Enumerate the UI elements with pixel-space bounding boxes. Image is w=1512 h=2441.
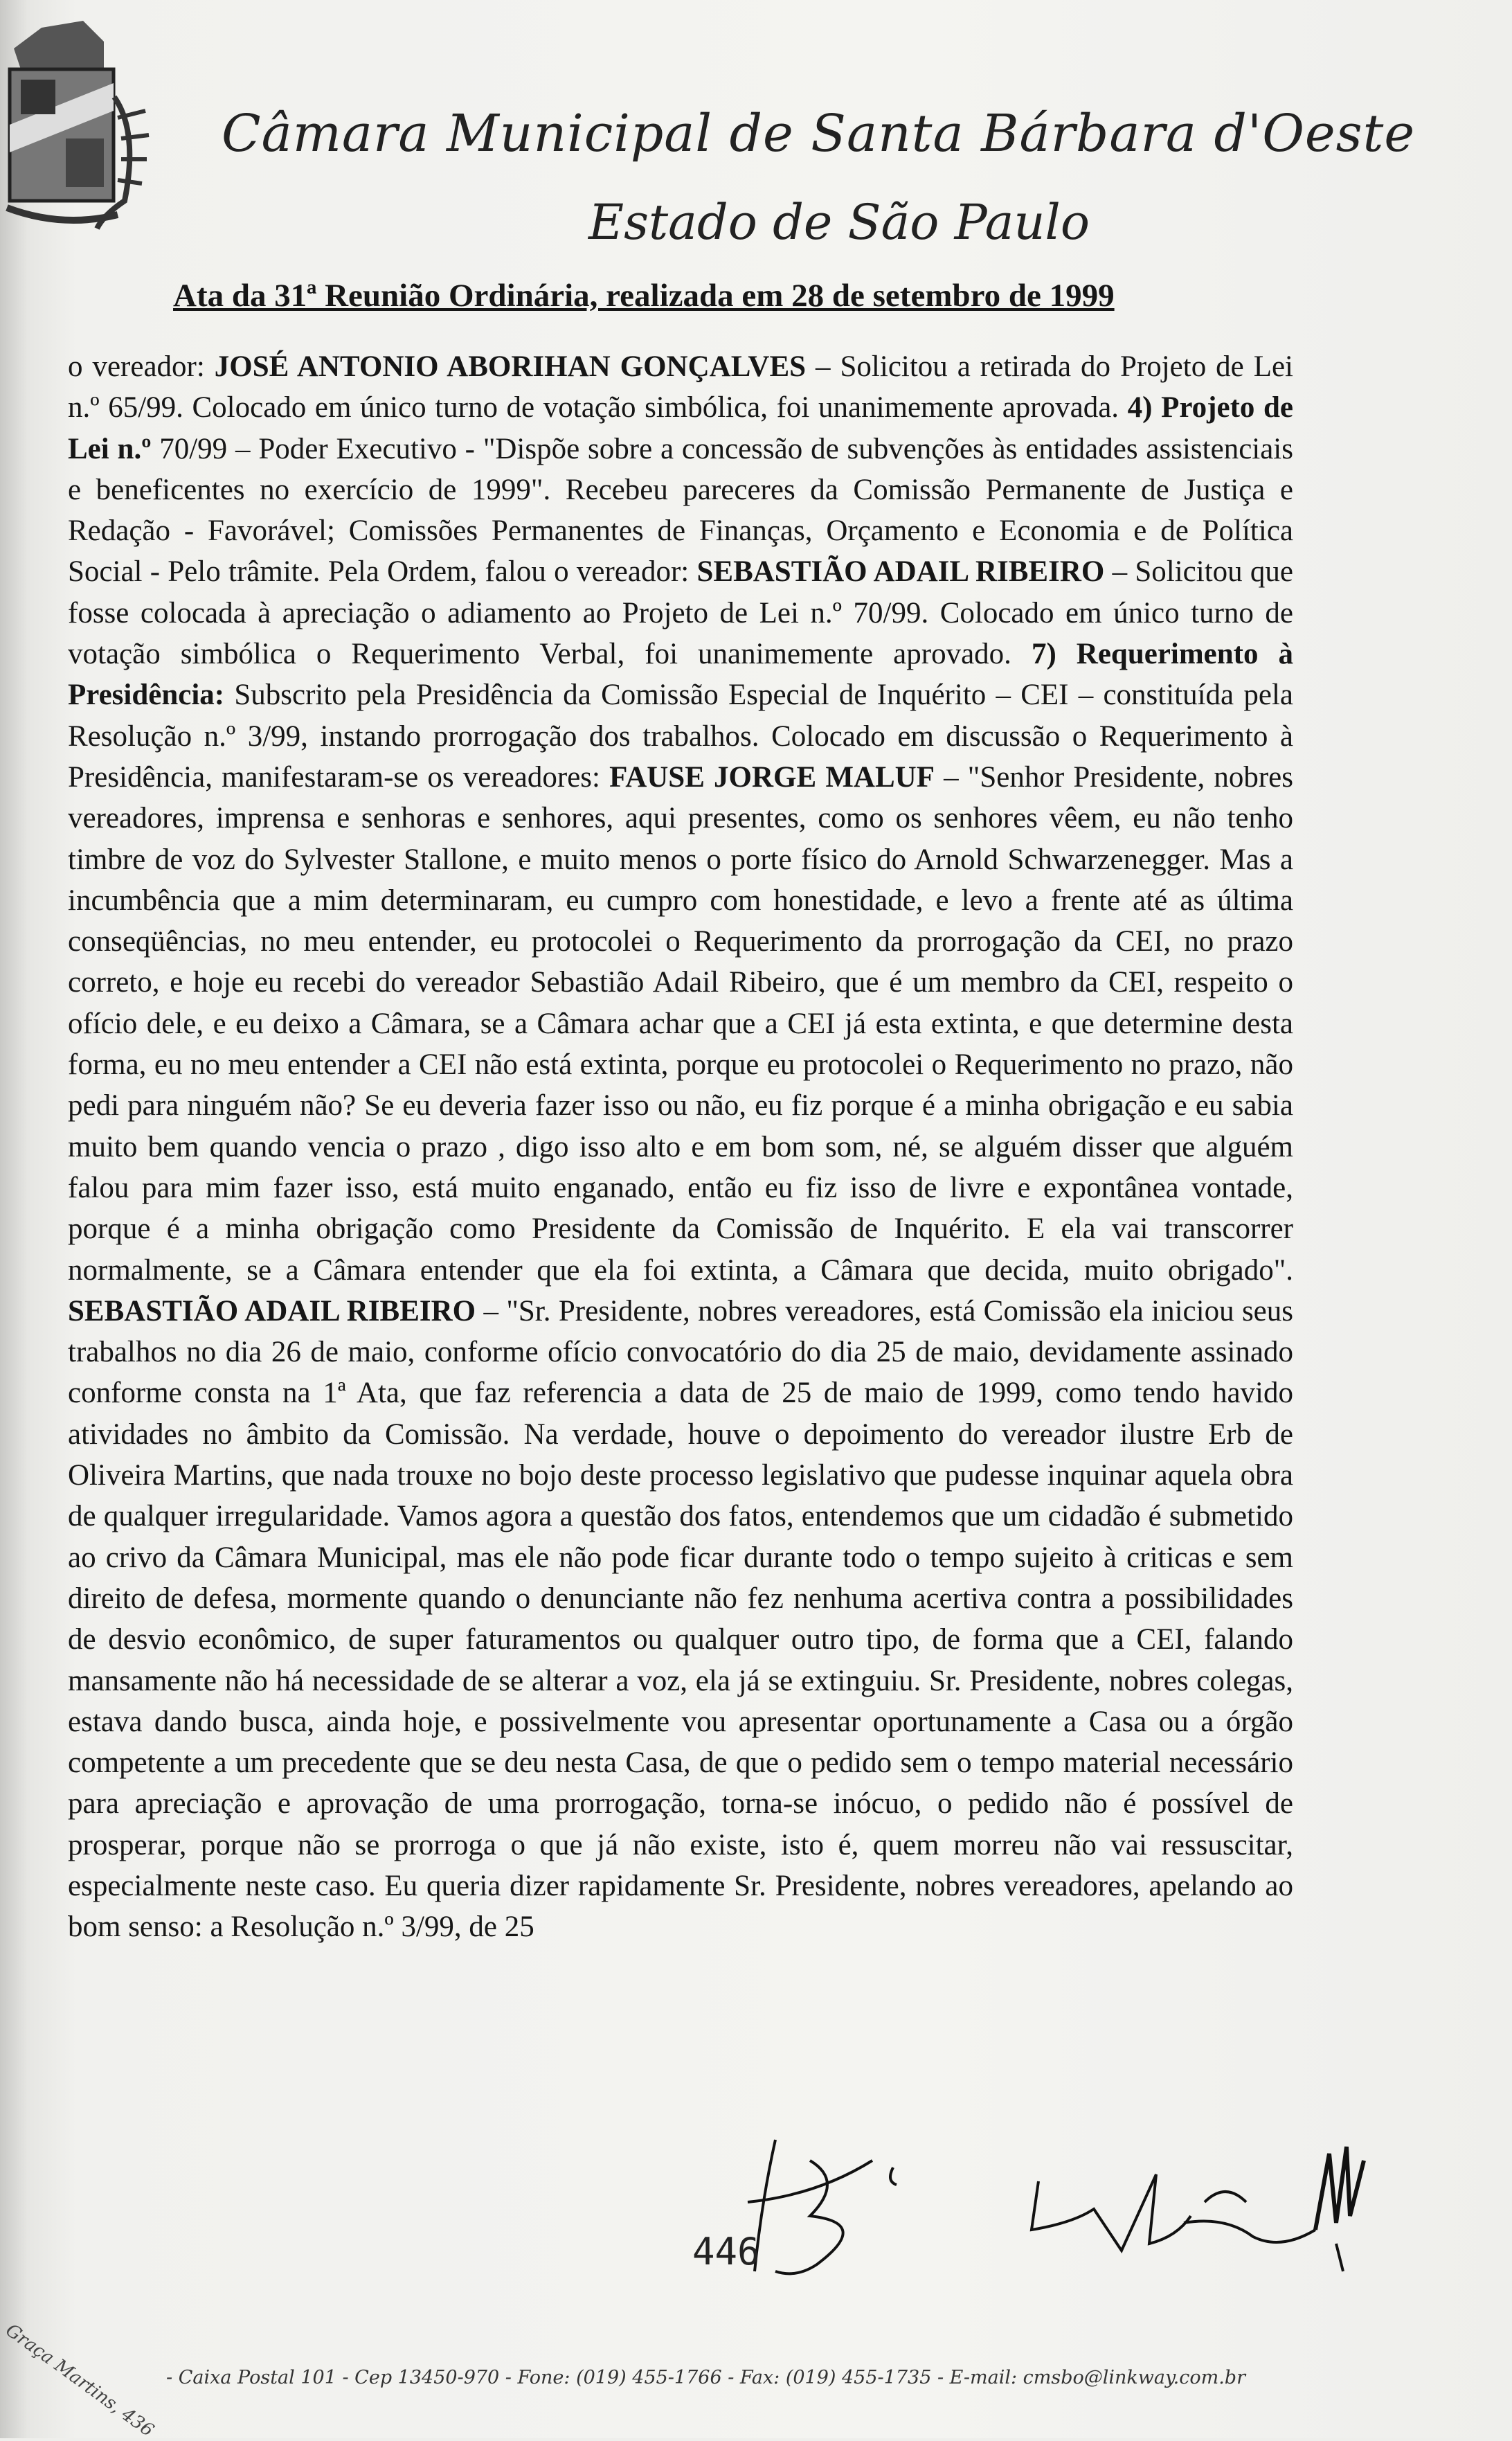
minutes-title: Ata da 31ª Reunião Ordinária, realizada em 28 de setembro de 1999 <box>173 278 1115 314</box>
signature-initials-icon <box>734 2133 935 2285</box>
body-paragraph <box>68 346 1293 1948</box>
speaker-name: SEBASTIÃO ADAIL RIBEIRO <box>68 1294 476 1327</box>
body-text-run: – "Senhor Presidente, nobres vereadores, imprensa e senhoras e senhores, aqui presentes, como os senhores vêem, eu não tenho timbre de voz do Sylvester Stallone, e muito menos o porte físico do Arnold Schwarzenegger. Mas a incumbência que a mim determinaram, eu cumpro com honestidade, e levo a frente até as última conseqüências, no meu entender, eu protocolei o Requerimento da prorrogação da CEI, no prazo correto, e hoje eu recebi do vereador Sebastião Adail Ribeiro, que é um membro da CEI, respeito o ofício dele, e eu deixo a Câmara, se a Câmara achar que a CEI já esta extinta, e que determine desta forma, eu no meu entender a CEI não está extinta, porque eu protocolei o Requerimento no prazo, não pedi para ninguém não? Se eu deveria fazer isso ou não, eu fiz porque é a minha obrigação e eu sabia muito bem quando vencia o prazo , digo isso alto e em bom som, né, se alguém disser que alguém falou para mim fazer isso, está muito enganado, então eu fiz isso de livre e expontânea vontade, porque é a minha obrigação como Presidente da Comissão de Inquérito. E ela vai transcorrer normalmente, se a Câmara entender que ela foi extinta, a Câmara que decida, muito obrigado". <box>68 760 1293 1287</box>
body-text-run: – "Sr. Presidente, nobres vereadores, está Comissão ela iniciou seus trabalhos no dia 26 de maio, conforme ofício convocatório do dia 25 de maio, devidamente assinado conforme consta na 1ª Ata, que faz referencia a data de 25 de maio de 1999, como tendo havido atividades no âmbito da Comissão. Na verdade, houve o depoimento do vereador ilustre Erb de Oliveira Martins, que nada trouxe no bojo deste processo legislativo que pudesse inquinar aquela obra de qualquer irregularidade. Vamos agora a questão dos fatos, entendemos que um cidadão é submetido ao crivo da Câmara Municipal, mas ele não pode ficar durante todo o tempo sujeito à criticas e sem direito de defesa, mormente quando o denunciante não fez nenhuma acertiva contra a possibilidades de desvio econômico, de super faturamentos ou qualquer outro tipo, de forma que a CEI, falando mansamente não há necessidade de se alterar a voz, ela já se extinguiu. Sr. Presidente, nobres colegas, estava dando busca, ainda hoje, e possivelmente vou apresentar oportunamente a Casa ou a órgão competente a um precedente que se deu nesta Casa, de que o pedido sem o tempo material necessário para apreciação e aprovação de uma prorrogação, torna-se inócuo, o pedido não é possível de prosperar, porque não se prorroga o que já não existe, isto é, quem morreu não vai ressuscitar, especialmente neste caso. Eu queria dizer rapidamente Sr. Presidente, nobres vereadores, apelando ao bom senso: a Resolução n.º 3/99, de 25 <box>68 1294 1293 1944</box>
speaker-name: JOSÉ ANTONIO ABORIHAN GONÇALVES <box>214 350 807 383</box>
body-text-run: 70/99 – Poder Executivo - "Dispõe sobre a concessão de subvenções às entidades assistenciais e beneficentes no exercício de 1999". Recebeu pareceres da Comissão Permanente de Justiça e Redação - Favorável; Comissões Permanentes de Finanças, Orçamento e Economia e de Política Social - Pelo trâmite. Pela Ordem, falou o vereador: <box>68 432 1293 589</box>
body-text-run: o vereador: <box>68 350 215 383</box>
minutes-body <box>68 346 1293 1948</box>
footer-street: Graça Martins, 436 <box>1 2320 158 2441</box>
page-number: 446 <box>692 2230 760 2273</box>
body-text-run: Subscrito pela Presidência da Comissão Especial de Inquérito – CEI – constituída pela Resolução n.º 3/99, instando prorrogação dos trabalhos. Colocado em discussão o Requerimento à Presidência, manifestaram-se os vereadores: <box>68 679 1293 794</box>
footer-contacts: - Caixa Postal 101 - Cep 13450-970 - Fone: (019) 455-1766 - Fax: (019) 455-1735 - E-mail: cmsbo@linkway.com.br <box>166 2367 1245 2388</box>
body-text-run: – Solicitou a retirada do Projeto de Lei n.º 65/99. Colocado em único turno de votação simbólica, foi unanimemente aprovada. <box>68 350 1294 424</box>
state-name-heading: Estado de São Paulo <box>588 194 1090 251</box>
speaker-name: FAUSE JORGE MALUF <box>609 760 935 794</box>
agenda-item-heading: 4) Projeto de Lei n.º <box>68 391 1294 465</box>
chamber-name-heading: Câmara Municipal de Santa Bárbara d'Oeste <box>222 104 1416 163</box>
speaker-name: SEBASTIÃO ADAIL RIBEIRO <box>696 555 1105 589</box>
agenda-item-heading: 7) Requerimento à Presidência: <box>68 638 1294 712</box>
municipal-coat-of-arms-icon <box>0 21 173 270</box>
body-text-run: – Solicitou que fosse colocada à apreciação o adiamento ao Projeto de Lei n.º 70/99. Colocado em único turno de votação simbólica o Requerimento Verbal, foi unanimemente aprovado. <box>68 555 1294 671</box>
signature-icon <box>1018 2154 1378 2278</box>
